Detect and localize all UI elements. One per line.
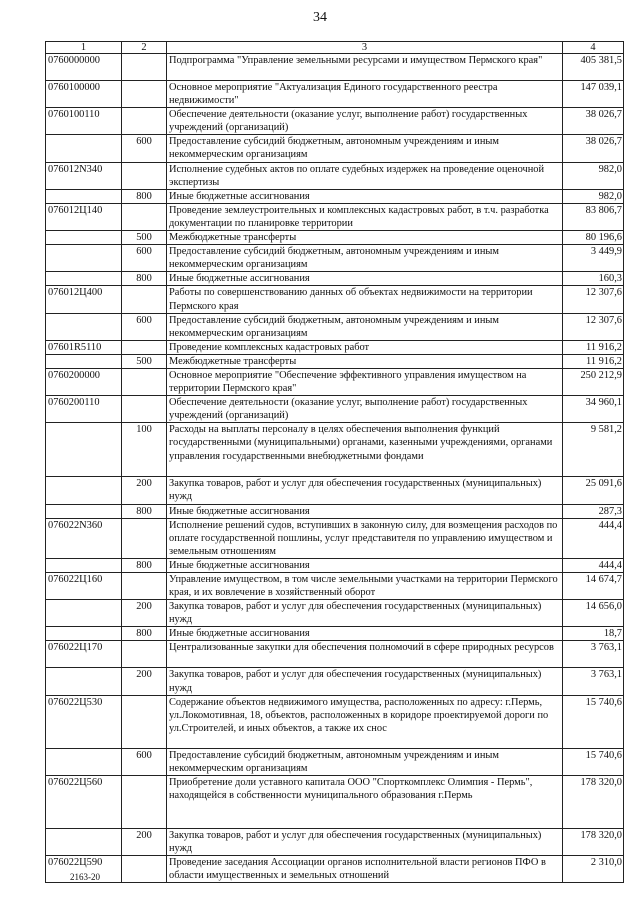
column-header-code: 1 xyxy=(46,42,122,54)
row-amount: 250 212,9 xyxy=(563,368,624,395)
row-name: Обеспечение деятельности (оказание услуг, выполнение работ) государственных учреждений (организаций) xyxy=(167,396,563,423)
row-amount: 3 449,9 xyxy=(563,245,624,272)
row-amount: 38 026,7 xyxy=(563,108,624,135)
table-row xyxy=(46,340,624,354)
row-code: 076012N340 xyxy=(46,162,122,189)
row-code xyxy=(46,504,122,518)
row-code xyxy=(46,668,122,695)
table-row xyxy=(46,600,624,627)
row-code xyxy=(46,189,122,203)
table-row xyxy=(46,54,624,81)
row-code: 0760200000 xyxy=(46,368,122,395)
row-code xyxy=(46,313,122,340)
row-expense-type xyxy=(122,340,167,354)
row-amount: 15 740,6 xyxy=(563,695,624,748)
row-amount: 80 196,6 xyxy=(563,231,624,245)
row-expense-type xyxy=(122,775,167,828)
row-name: Исполнение судебных актов по оплате судебных издержек на проведение оценочной экспертизы xyxy=(167,162,563,189)
row-name: Исполнение решений судов, вступивших в законную силу, для возмещения расходов по оплате государственной пошлины, услуг представителя по управлению имуществом и земельным отношениям xyxy=(167,518,563,558)
row-expense-type: 200 xyxy=(122,828,167,855)
table-row xyxy=(46,368,624,395)
row-expense-type xyxy=(122,108,167,135)
row-name: Основное мероприятие "Обеспечение эффективного управления имуществом на территории Пермского края" xyxy=(167,368,563,395)
page-number: 34 xyxy=(313,10,327,25)
table-row xyxy=(46,641,624,668)
row-name: Межбюджетные трансферты xyxy=(167,354,563,368)
row-name: Обеспечение деятельности (оказание услуг, выполнение работ) государственных учреждений (организаций) xyxy=(167,108,563,135)
row-name: Проведение землеустроительных и комплексных кадастровых работ, в т.ч. разработка документации по планировке территории xyxy=(167,203,563,230)
table-header-row xyxy=(46,42,624,54)
budget-table xyxy=(45,41,624,883)
row-expense-type: 200 xyxy=(122,477,167,504)
row-amount: 25 091,6 xyxy=(563,477,624,504)
table-row xyxy=(46,245,624,272)
footer-code: 2163-20 xyxy=(70,872,100,882)
row-amount: 982,0 xyxy=(563,162,624,189)
row-code xyxy=(46,245,122,272)
table-row xyxy=(46,695,624,748)
row-code xyxy=(46,828,122,855)
table-row xyxy=(46,748,624,775)
table-row xyxy=(46,668,624,695)
row-amount: 11 916,2 xyxy=(563,340,624,354)
row-expense-type xyxy=(122,162,167,189)
row-code: 076022Ц160 xyxy=(46,573,122,600)
row-expense-type: 600 xyxy=(122,135,167,162)
row-expense-type xyxy=(122,856,167,883)
table-row xyxy=(46,286,624,313)
row-amount: 12 307,6 xyxy=(563,286,624,313)
row-amount: 9 581,2 xyxy=(563,423,624,477)
row-code xyxy=(46,600,122,627)
row-name: Управление имуществом, в том числе земельными участками на территории Пермского края, и их вовлечение в хозяйственный оборот xyxy=(167,573,563,600)
row-code: 0760100110 xyxy=(46,108,122,135)
row-amount: 15 740,6 xyxy=(563,748,624,775)
table-body xyxy=(46,54,624,883)
row-amount: 405 381,5 xyxy=(563,54,624,81)
row-code xyxy=(46,477,122,504)
row-name: Закупка товаров, работ и услуг для обеспечения государственных (муниципальных) нужд xyxy=(167,477,563,504)
row-name: Закупка товаров, работ и услуг для обеспечения государственных (муниципальных) нужд xyxy=(167,828,563,855)
row-name: Иные бюджетные ассигнования xyxy=(167,627,563,641)
table-row xyxy=(46,518,624,558)
row-name: Приобретение доли уставного капитала ООО "Спорткомплекс Олимпия - Пермь", находящейся в собственности муниципального образования г.Пермь xyxy=(167,775,563,828)
row-expense-type: 600 xyxy=(122,245,167,272)
row-name: Межбюджетные трансферты xyxy=(167,231,563,245)
row-amount: 3 763,1 xyxy=(563,641,624,668)
row-name: Предоставление субсидий бюджетным, автономным учреждениям и иным некоммерческим организациям xyxy=(167,313,563,340)
table-row xyxy=(46,231,624,245)
row-name: Централизованные закупки для обеспечения полномочий в сфере природных ресурсов xyxy=(167,641,563,668)
row-code: 0760200110 xyxy=(46,396,122,423)
row-amount: 444,4 xyxy=(563,518,624,558)
row-expense-type: 500 xyxy=(122,231,167,245)
row-code xyxy=(46,423,122,477)
column-header-amount: 4 xyxy=(563,42,624,54)
row-expense-type xyxy=(122,396,167,423)
row-name: Закупка товаров, работ и услуг для обеспечения государственных (муниципальных) нужд xyxy=(167,600,563,627)
row-code: 076022Ц170 xyxy=(46,641,122,668)
row-expense-type: 800 xyxy=(122,272,167,286)
row-code: 076022Ц560 xyxy=(46,775,122,828)
table-row xyxy=(46,627,624,641)
table-row xyxy=(46,108,624,135)
table-row xyxy=(46,856,624,883)
table-row xyxy=(46,81,624,108)
table-row xyxy=(46,477,624,504)
row-name: Основное мероприятие "Актуализация Единого государственного реестра недвижимости" xyxy=(167,81,563,108)
row-amount: 34 960,1 xyxy=(563,396,624,423)
row-name: Иные бюджетные ассигнования xyxy=(167,558,563,572)
table-row xyxy=(46,396,624,423)
row-expense-type xyxy=(122,81,167,108)
table-row xyxy=(46,203,624,230)
row-expense-type: 800 xyxy=(122,627,167,641)
row-name: Иные бюджетные ассигнования xyxy=(167,189,563,203)
row-amount: 444,4 xyxy=(563,558,624,572)
column-header-name: 3 xyxy=(167,42,563,54)
row-amount: 178 320,0 xyxy=(563,828,624,855)
table-row xyxy=(46,135,624,162)
row-amount: 14 656,0 xyxy=(563,600,624,627)
row-expense-type xyxy=(122,368,167,395)
row-amount: 287,3 xyxy=(563,504,624,518)
row-expense-type xyxy=(122,54,167,81)
row-name: Иные бюджетные ассигнования xyxy=(167,272,563,286)
row-name: Иные бюджетные ассигнования xyxy=(167,504,563,518)
row-expense-type: 600 xyxy=(122,748,167,775)
row-code: 076012Ц140 xyxy=(46,203,122,230)
row-expense-type: 500 xyxy=(122,354,167,368)
row-amount: 160,3 xyxy=(563,272,624,286)
row-expense-type: 100 xyxy=(122,423,167,477)
row-code xyxy=(46,627,122,641)
row-amount: 11 916,2 xyxy=(563,354,624,368)
row-amount: 12 307,6 xyxy=(563,313,624,340)
table-row xyxy=(46,354,624,368)
row-expense-type xyxy=(122,203,167,230)
row-name: Предоставление субсидий бюджетным, автономным учреждениям и иным некоммерческим организациям xyxy=(167,135,563,162)
column-header-expense-type: 2 xyxy=(122,42,167,54)
row-code: 07601R5110 xyxy=(46,340,122,354)
row-code xyxy=(46,135,122,162)
row-name: Проведение комплексных кадастровых работ xyxy=(167,340,563,354)
row-amount: 982,0 xyxy=(563,189,624,203)
table-row xyxy=(46,573,624,600)
row-expense-type xyxy=(122,641,167,668)
row-code xyxy=(46,231,122,245)
row-name: Содержание объектов недвижимого имущества, расположенных по адресу: г.Пермь, ул.Локомотивная, 18, объектов, расположенных в коридоре проектируемой дороги по ул.Строителей, и иных объектов, а также их снос xyxy=(167,695,563,748)
table-row xyxy=(46,162,624,189)
row-name: Предоставление субсидий бюджетным, автономным учреждениям и иным некоммерческим организациям xyxy=(167,245,563,272)
row-code: 076022Ц530 xyxy=(46,695,122,748)
row-amount: 38 026,7 xyxy=(563,135,624,162)
table-row xyxy=(46,313,624,340)
row-name: Предоставление субсидий бюджетным, автономным учреждениям и иным некоммерческим организациям xyxy=(167,748,563,775)
row-name: Закупка товаров, работ и услуг для обеспечения государственных (муниципальных) нужд xyxy=(167,668,563,695)
row-amount: 83 806,7 xyxy=(563,203,624,230)
row-code xyxy=(46,748,122,775)
row-code xyxy=(46,558,122,572)
row-amount: 147 039,1 xyxy=(563,81,624,108)
table-row xyxy=(46,504,624,518)
row-name: Подпрограмма "Управление земельными ресурсами и имуществом Пермского края" xyxy=(167,54,563,81)
table-row xyxy=(46,775,624,828)
row-expense-type: 800 xyxy=(122,504,167,518)
row-code: 076022N360 xyxy=(46,518,122,558)
row-expense-type: 200 xyxy=(122,668,167,695)
row-expense-type: 600 xyxy=(122,313,167,340)
row-name: Проведение заседания Ассоциации органов исполнительной власти регионов ПФО в области имущественных и земельных отношений xyxy=(167,856,563,883)
row-amount: 14 674,7 xyxy=(563,573,624,600)
row-expense-type xyxy=(122,695,167,748)
row-expense-type: 800 xyxy=(122,558,167,572)
table-row xyxy=(46,423,624,477)
row-expense-type xyxy=(122,286,167,313)
table-row xyxy=(46,189,624,203)
row-expense-type xyxy=(122,518,167,558)
table-row xyxy=(46,272,624,286)
row-code: 076022Ц590 xyxy=(46,856,122,883)
row-code: 076012Ц400 xyxy=(46,286,122,313)
row-name: Расходы на выплаты персоналу в целях обеспечения выполнения функций государственными (муниципальными) органами, казенными учреждениями, органами управления государственными внебюджетными фондами xyxy=(167,423,563,477)
row-expense-type: 200 xyxy=(122,600,167,627)
row-code xyxy=(46,354,122,368)
row-name: Работы по совершенствованию данных об объектах недвижимости на территории Пермского края xyxy=(167,286,563,313)
row-expense-type xyxy=(122,573,167,600)
row-amount: 3 763,1 xyxy=(563,668,624,695)
row-code: 0760100000 xyxy=(46,81,122,108)
row-code: 0760000000 xyxy=(46,54,122,81)
row-expense-type: 800 xyxy=(122,189,167,203)
row-code xyxy=(46,272,122,286)
row-amount: 18,7 xyxy=(563,627,624,641)
table-row xyxy=(46,558,624,572)
row-amount: 2 310,0 xyxy=(563,856,624,883)
table-row xyxy=(46,828,624,855)
row-amount: 178 320,0 xyxy=(563,775,624,828)
